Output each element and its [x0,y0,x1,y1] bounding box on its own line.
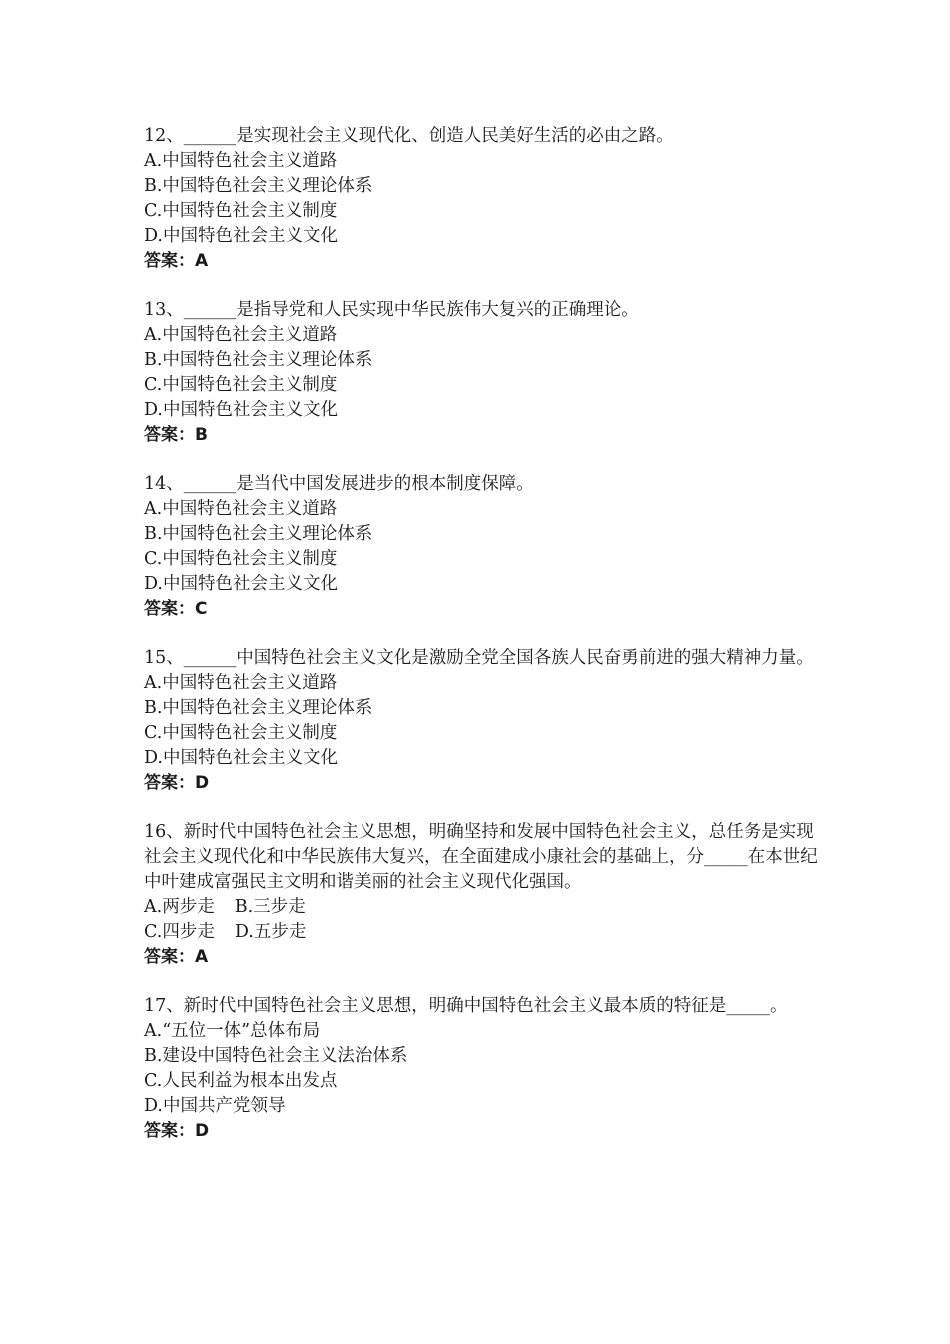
question-stem: 17、新时代中国特色社会主义思想，明确中国特色社会主义最本质的特征是_____。 [144,996,788,1016]
option-b: B.中国特色社会主义理论体系 [144,350,373,370]
answer-line: 答案：A [144,251,209,271]
option-d: D.中国特色社会主义文化 [144,226,338,246]
option-b: B.中国特色社会主义理论体系 [144,524,373,544]
question-17 [144,994,824,1144]
option-a: A.中国特色社会主义道路 [144,673,338,693]
option-row-2 [144,920,824,945]
answer-line: 答案：A [144,947,209,967]
answer-line: 答案：B [144,425,208,445]
option-row-1 [144,895,824,920]
option-c: C.中国特色社会主义制度 [144,201,338,221]
option-b: B.中国特色社会主义理论体系 [144,698,373,718]
option-d: D.五步走 [234,922,307,942]
question-stem: 12、______是实现社会主义现代化、创造人民美好生活的必由之路。 [144,126,674,146]
option-b: B.建设中国特色社会主义法治体系 [144,1046,408,1066]
option-c: C.人民利益为根本出发点 [144,1071,338,1091]
question-16 [144,820,824,970]
document-page [144,124,824,1168]
option-c: C.中国特色社会主义制度 [144,375,338,395]
question-stem: 14、______是当代中国发展进步的根本制度保障。 [144,474,534,494]
question-stem: 16、新时代中国特色社会主义思想，明确坚持和发展中国特色社会主义，总任务是实现社会主义现代化和中华民族伟大复兴，在全面建成小康社会的基础上，分_____在本世纪中叶建成富强民主文明和谐美丽的社会主义现代化强国。 [144,822,818,892]
option-c: C.中国特色社会主义制度 [144,723,338,743]
option-b: B.中国特色社会主义理论体系 [144,176,373,196]
option-a: A.中国特色社会主义道路 [144,151,338,171]
option-a: A.中国特色社会主义道路 [144,499,338,519]
question-13 [144,298,824,448]
option-d: D.中国共产党领导 [144,1096,286,1116]
option-b: B.三步走 [234,897,306,917]
answer-line: 答案：C [144,599,208,619]
question-stem: 15、______中国特色社会主义文化是激励全党全国各族人民奋勇前进的强大精神力量。 [144,648,814,668]
answer-line: 答案：D [144,773,210,793]
question-14 [144,472,824,622]
question-15 [144,646,824,796]
option-a: A.中国特色社会主义道路 [144,325,338,345]
option-a: A.两步走 [144,897,215,917]
option-c: C.中国特色社会主义制度 [144,549,338,569]
question-12 [144,124,824,274]
option-c: C.四步走 [144,922,215,942]
answer-line: 答案：D [144,1121,210,1141]
question-stem: 13、______是指导党和人民实现中华民族伟大复兴的正确理论。 [144,300,639,320]
option-d: D.中国特色社会主义文化 [144,400,338,420]
option-d: D.中国特色社会主义文化 [144,574,338,594]
option-d: D.中国特色社会主义文化 [144,748,338,768]
option-a: A.“五位一体”总体布局 [144,1021,321,1041]
